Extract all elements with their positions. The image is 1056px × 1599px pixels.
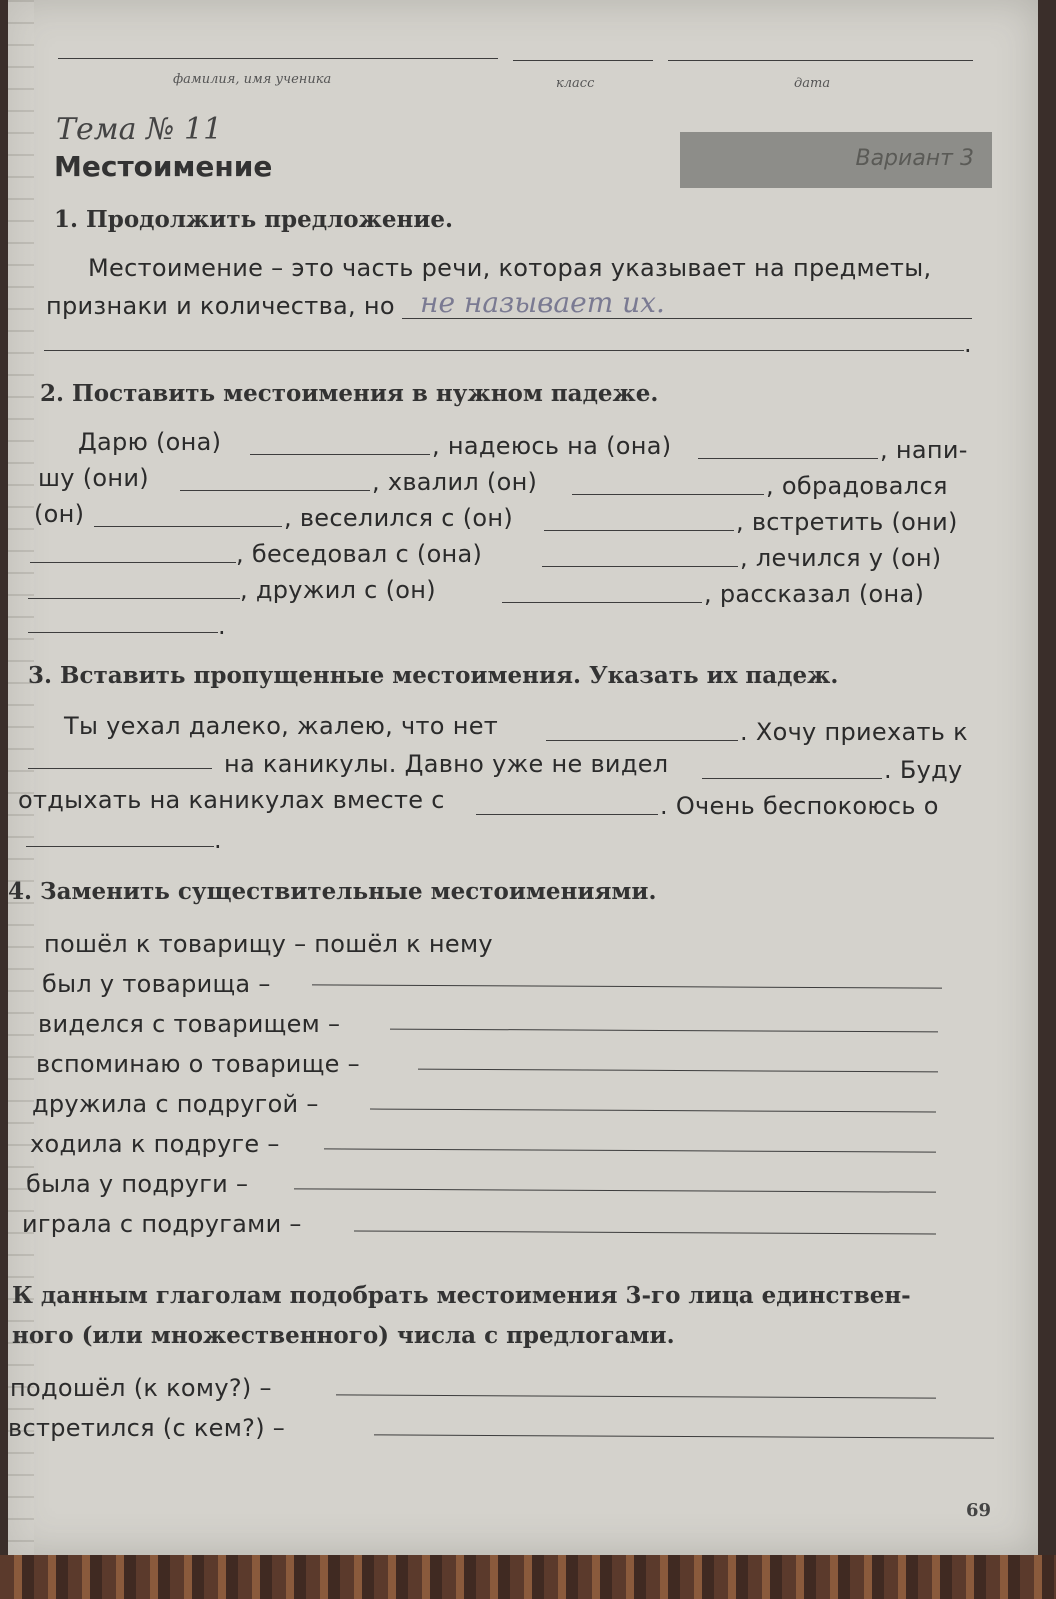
task3-text: отдыхать на каникулах вместе с bbox=[18, 786, 445, 814]
task3-blank[interactable] bbox=[26, 846, 214, 847]
task2-text: Дарю (она) bbox=[78, 428, 222, 456]
task2-blank[interactable] bbox=[698, 458, 878, 459]
task2-blank[interactable] bbox=[542, 566, 738, 567]
variant-label: Вариант 3 bbox=[855, 146, 974, 171]
task1-handwritten-answer: не называет их. bbox=[420, 286, 665, 319]
task2-text: , веселился с (он) bbox=[284, 504, 513, 532]
task2-blank[interactable] bbox=[28, 632, 218, 633]
task4-answer-line[interactable] bbox=[354, 1230, 936, 1234]
task2-text: , беседовал с (она) bbox=[236, 540, 483, 568]
task2-blank[interactable] bbox=[502, 602, 702, 603]
background-rug bbox=[0, 1555, 1056, 1599]
task4-example: пошёл к товарищу – пошёл к нему bbox=[44, 930, 493, 958]
task1-heading: 1. Продолжить предложение. bbox=[54, 206, 454, 233]
date-line bbox=[668, 60, 973, 61]
task3-heading: 3. Вставить пропущенные местоимения. Указать их падеж. bbox=[28, 662, 839, 689]
task2-text: , напи- bbox=[880, 436, 968, 464]
task2-blank[interactable] bbox=[30, 562, 236, 563]
topic-number: Тема № 11 bbox=[56, 112, 223, 147]
task5-item: встретился (с кем?) – bbox=[8, 1414, 286, 1442]
task2-text: , надеюсь на (она) bbox=[432, 432, 672, 460]
task4-answer-line[interactable] bbox=[312, 984, 942, 988]
task2-text: , лечился у (он) bbox=[740, 544, 942, 572]
task4-heading: 4. Заменить существительные местоимениями. bbox=[8, 878, 657, 905]
task2-text: , дружил с (он) bbox=[240, 576, 436, 604]
task2-blank[interactable] bbox=[544, 530, 734, 531]
task2-text: . bbox=[218, 612, 226, 640]
class-line bbox=[513, 60, 653, 61]
task2-text: , обрадовался bbox=[766, 472, 948, 500]
task4-item: ходила к подруге – bbox=[30, 1130, 280, 1158]
task3-blank[interactable] bbox=[702, 778, 882, 779]
task4-answer-line[interactable] bbox=[370, 1109, 936, 1113]
task3-blank[interactable] bbox=[28, 768, 212, 769]
task1-answer-line-2[interactable] bbox=[44, 350, 964, 351]
task4-answer-line[interactable] bbox=[294, 1188, 936, 1192]
task2-blank[interactable] bbox=[180, 490, 370, 491]
task5-heading: К данным глаголам подобрать местоимения 3-го лица единствен- bbox=[12, 1282, 911, 1309]
task4-answer-line[interactable] bbox=[324, 1148, 936, 1152]
task4-answer-line[interactable] bbox=[418, 1069, 938, 1073]
task2-blank[interactable] bbox=[28, 598, 240, 599]
task3-blank[interactable] bbox=[546, 740, 738, 741]
task4-item: был у товарища – bbox=[42, 970, 271, 998]
task4-item: дружила с подругой – bbox=[32, 1090, 319, 1118]
topic-title: Местоимение bbox=[54, 150, 273, 183]
task2-text: , рассказал (она) bbox=[704, 580, 925, 608]
task2-text: (он) bbox=[34, 500, 85, 528]
task2-heading: 2. Поставить местоимения в нужном падеже. bbox=[40, 380, 659, 407]
task4-answer-line[interactable] bbox=[390, 1029, 938, 1033]
task4-item: вспоминаю о товарище – bbox=[36, 1050, 360, 1078]
task3-text: . Хочу приехать к bbox=[740, 718, 968, 746]
task2-text: , хвалил (он) bbox=[372, 468, 538, 496]
task3-text: . bbox=[214, 826, 222, 854]
page-number: 69 bbox=[966, 1500, 992, 1521]
task5-heading-cont: ного (или множественного) числа с предлогами. bbox=[12, 1322, 675, 1349]
task1-line2: признаки и количества, но bbox=[46, 292, 395, 320]
task3-blank[interactable] bbox=[476, 814, 658, 815]
task1-period: . bbox=[964, 330, 972, 358]
task3-text: . Очень беспокоюсь о bbox=[660, 792, 939, 820]
task2-text: , встретить (они) bbox=[736, 508, 958, 536]
task2-blank[interactable] bbox=[572, 494, 764, 495]
date-caption: дата bbox=[794, 76, 831, 91]
task2-blank[interactable] bbox=[94, 526, 282, 527]
task5-answer-line[interactable] bbox=[336, 1394, 936, 1398]
task2-blank[interactable] bbox=[250, 454, 430, 455]
class-caption: класс bbox=[556, 76, 595, 91]
task3-text: . Буду bbox=[884, 756, 963, 784]
task1-line1: Местоимение – это часть речи, которая указывает на предметы, bbox=[88, 254, 932, 282]
student-name-caption: фамилия, имя ученика bbox=[173, 72, 332, 87]
task5-item: подошёл (к кому?) – bbox=[10, 1374, 272, 1402]
task2-text: шу (они) bbox=[38, 464, 149, 492]
task4-item: была у подруги – bbox=[26, 1170, 249, 1198]
task4-item: играла с подругами – bbox=[22, 1210, 302, 1238]
task3-text: Ты уехал далеко, жалею, что нет bbox=[64, 712, 499, 740]
student-name-line bbox=[58, 58, 498, 59]
task5-answer-line[interactable] bbox=[374, 1434, 994, 1438]
variant-badge bbox=[680, 132, 992, 188]
task4-item: виделся с товарищем – bbox=[38, 1010, 341, 1038]
task3-text: на каникулы. Давно уже не видел bbox=[224, 750, 669, 778]
worksheet-page bbox=[8, 0, 1038, 1555]
